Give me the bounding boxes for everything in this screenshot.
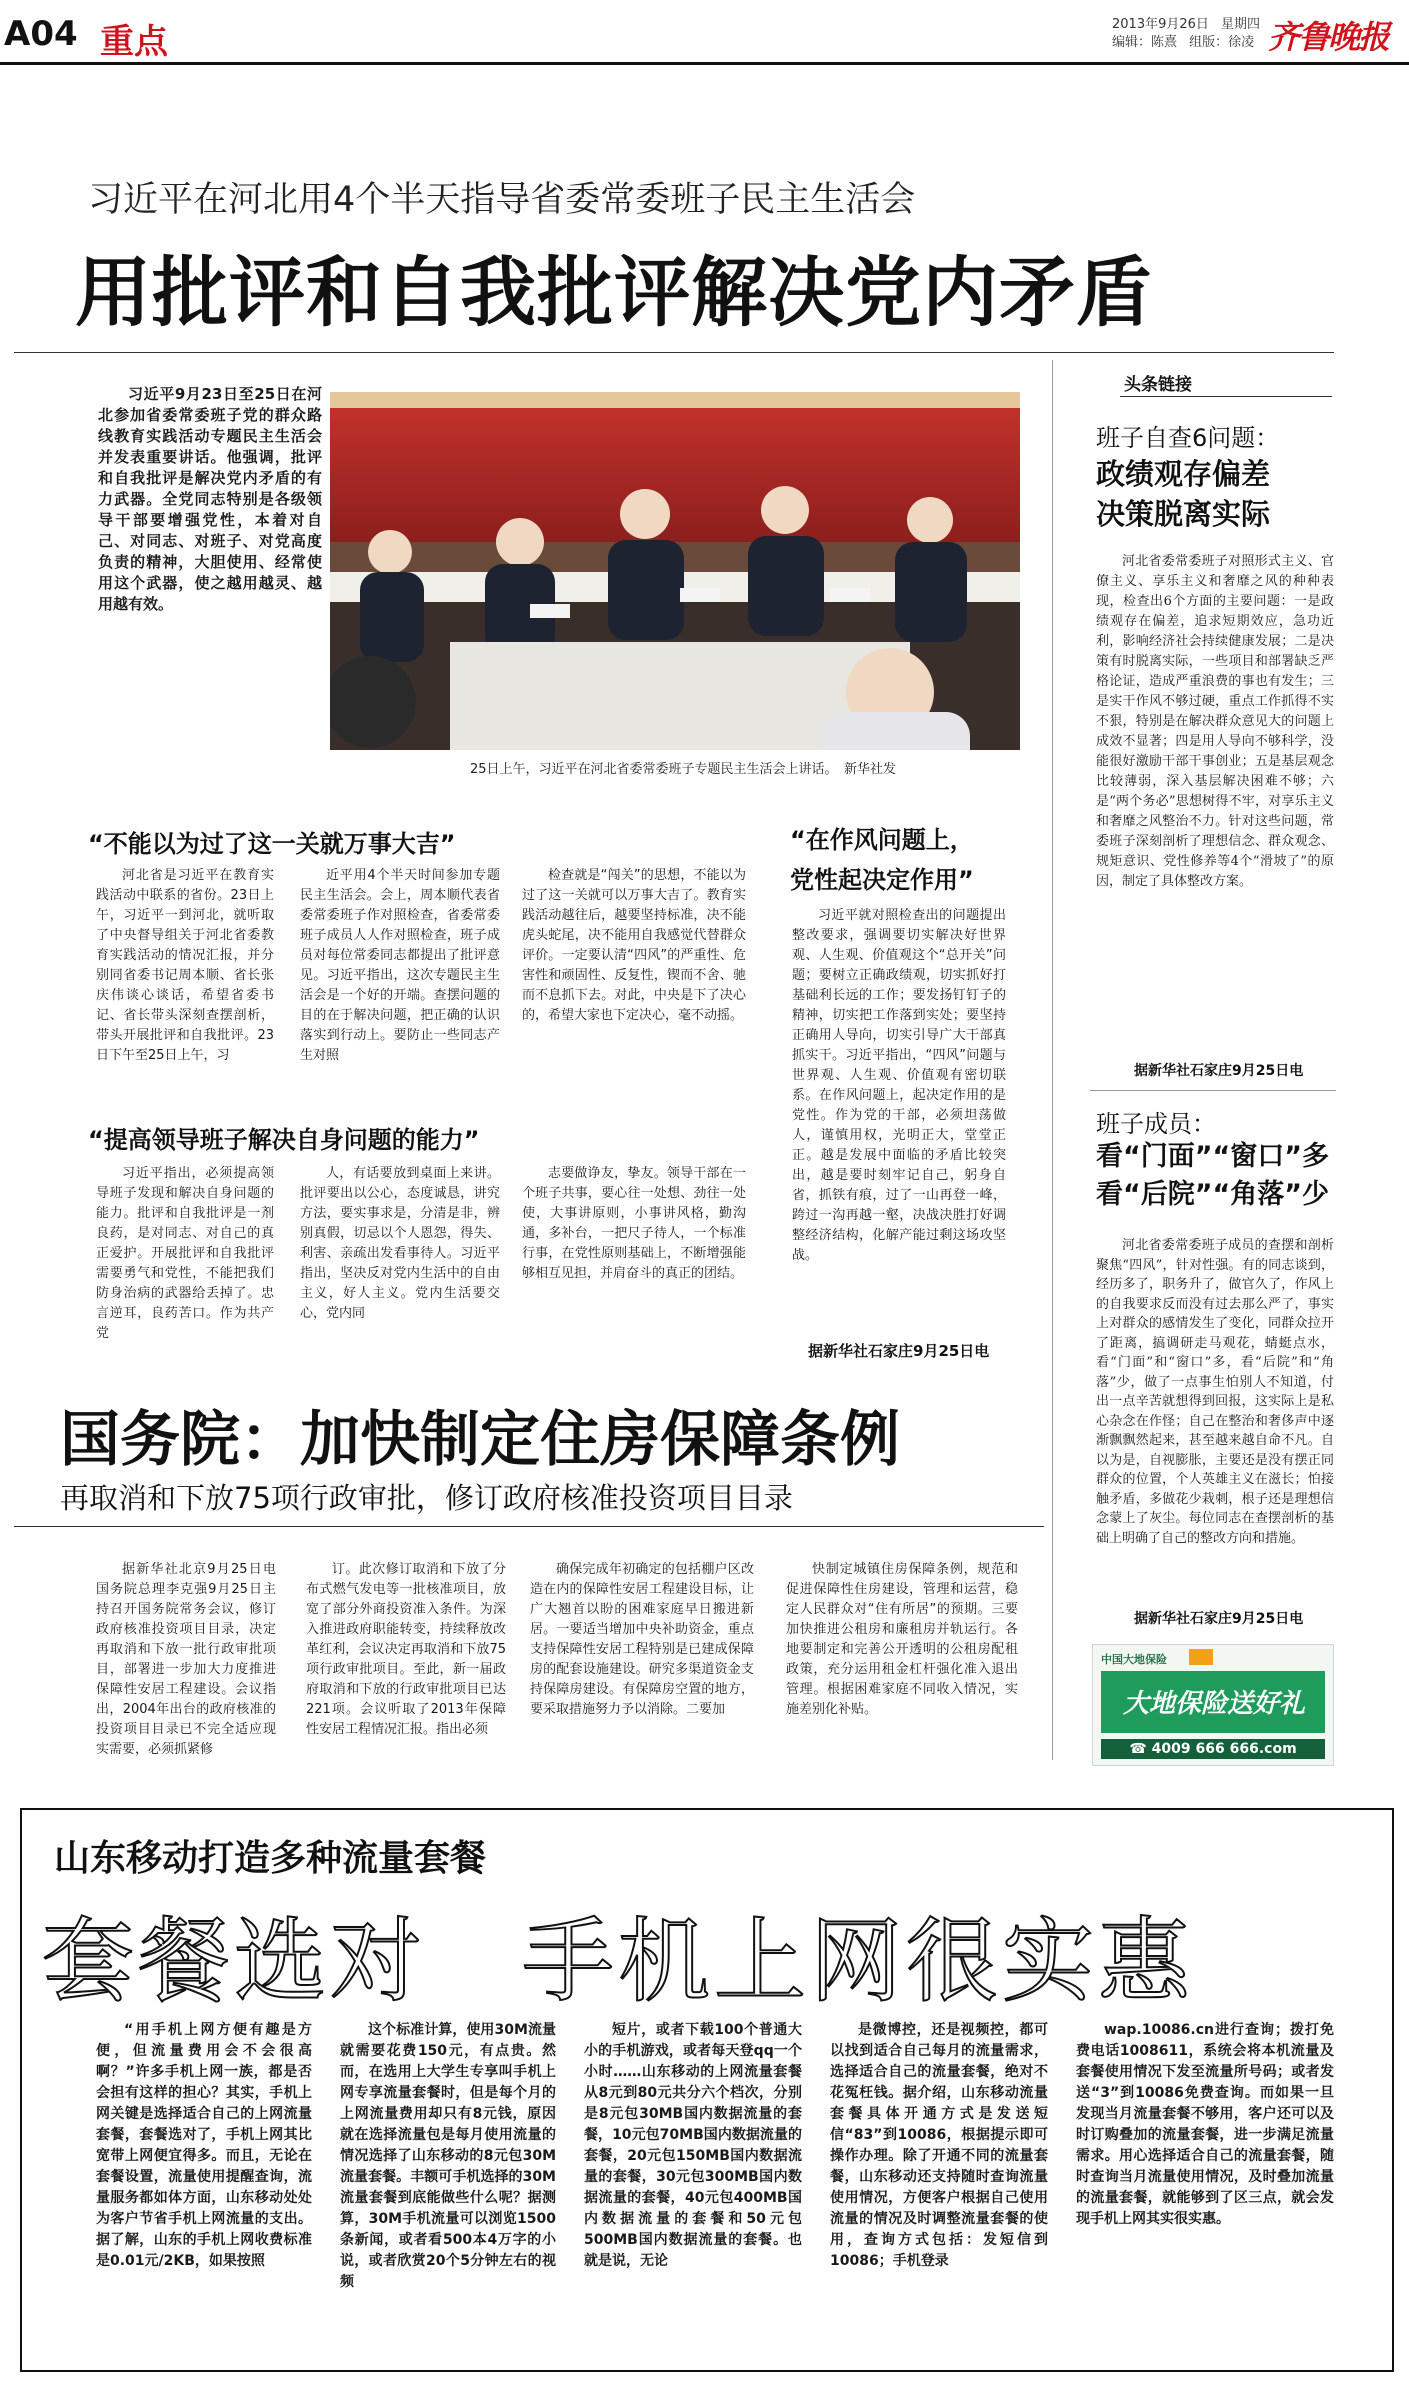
advertorial-col-3: 短片，或者下载100个普通大小的手机游戏，或者每天登qq一个小时……山东移动的上网流量套餐从8元到80元共分六个档次，分别是8元包30MB国内数据流量的套餐，10元包70MB国内数据流量的套餐，20元包150MB国内数据流量的套餐，30元包300MB国内数据流量的套餐，40元包400MB国内数据流量的套餐和50元包500MB国内数据流量的套餐。也就是说，无论 (584, 2022, 802, 2269)
sidebar-divider (1052, 360, 1053, 1760)
lead-rule (14, 352, 1334, 353)
story2-col-3: 确保完成年初确定的包括棚户区改造在内的保障性安居工程建设目标，让广大翘首以盼的困难家庭早日搬进新居。一要适当增加中央补助资金，重点支持保障性安居工程特别是已建成保障房的配套设施建设。研究多渠道资金支持保障房建设。有保障房空置的地方，要采取措施努力予以消除。二要加 (530, 1562, 754, 1717)
lead-col-1: 河北省是习近平在教育实践活动中联系的省份。23日上午，习近平一到河北，就听取了中央督导组关于河北省委教育实践活动的情况汇报，并分别同省委书记周本顺、省长张庆伟谈心谈话，希望省委书记、省长带头深刻查摆剖析，带头开展批评和自我批评。23日下午至25日上午，习 (96, 868, 274, 1063)
lead-col-2: 近平用4个半天时间参加专题民主生活会。会上，周本顺代表省委常委班子作对照检查，省委常委班子成员人人作对照检查，班子成员对每位常委同志都提出了批评意见。习近平指出，这次专题民主生活会是一个好的开端。查摆问题的目的在于解决问题，把正确的认识落实到行动上。要防止一些同志产生对照 (300, 868, 500, 1063)
sidebar-s2-title-line2: 看“后院”“角落”少 (1096, 1179, 1329, 1210)
meeting-photo-illustration (330, 392, 1020, 750)
lead-kicker: 习近平在河北用4个半天指导省委常委班子民主生活会 (88, 180, 916, 220)
lead-subhead-3-line1: “在作风问题上， (790, 826, 974, 854)
lead-col-5: 人，有话要放到桌面上来讲。批评要出以公心，态度诚恳，讲究方法，要实事求是，分清是非，辨别真假，切忌以个人恩怨，得失、利害、亲疏出发看事待人。习近平指出，坚决反对党内生活中的自由主义，好人主义。党内生活要交心，党内同 (300, 1166, 500, 1321)
insurance-ad-badge (1189, 1649, 1213, 1665)
advertorial-col-4: 是微博控，还是视频控，都可以找到适合自己每月的流量需求，选择适合自己的流量套餐，绝对不花冤枉钱。据介绍，山东移动流量套餐具体开通方式是发送短信“83”到10086，根据提示即可操作办理。除了开通不同的流量套餐，山东移动还支持随时查询流量使用情况，方便客户根据自己使用流量的情况及时调整流量套餐的使用，查询方式包括：发短信到10086；手机登录 (830, 2022, 1048, 2269)
sidebar-s1-title (1096, 454, 1270, 534)
insurance-ad-phone-text: 4009 666 666.com (1151, 1741, 1297, 1757)
advertorial-col-2: 这个标准计算，使用30M流量就需要花费150元，有点贵。然而，在选用上大学生专享叫手机上网专享流量套餐时，但是每个月的上网流量费用却只有8元钱，原因就在选择流量包是每月使用流量的情况选择了山东移动的8元包30M流量套餐。丰额可手机选择的30M流量套餐到底能做些什么呢？据测算，30M手机流量可以浏览1500条新闻，或者看500本4万字的小说，或者欣赏20个5分钟左右的视频 (340, 2022, 556, 2290)
story2-rule (14, 1526, 1044, 1527)
sidebar-s2-dateline: 据新华社石家庄9月25日电 (1134, 1611, 1304, 1627)
header-meta (1112, 16, 1260, 52)
phone-icon: ☎ (1129, 1741, 1147, 1757)
issue-weekday: 星期四 (1221, 17, 1261, 32)
lead-photo (330, 392, 1020, 750)
sidebar-tag-rule (1120, 396, 1332, 397)
section-name: 重点 (100, 22, 168, 62)
sidebar-s1-title-line1: 政绩观存偏差 (1096, 457, 1271, 491)
lead-col-4: 习近平指出，必须提高领导班子发现和解决自身问题的能力。批评和自我批评是一剂良药，是对同志、对自己的真正爱护。开展批评和自我批评需要勇气和党性，不能把我们防身治病的武器给丢掉了。忠言逆耳，良药苦口。作为共产党 (96, 1166, 274, 1341)
editor-credit: 编辑：陈熹 (1112, 35, 1178, 50)
lead-dateline: 据新华社石家庄9月25日电 (808, 1342, 990, 1360)
lead-subhead-1: “不能以为过了这一关就万事大吉” (88, 830, 456, 858)
insurance-ad-brand: 中国大地保险 (1101, 1653, 1167, 1666)
insurance-ad-slogan: 大地保险送好礼 (1123, 1689, 1306, 1719)
lead-col-7: 习近平就对照检查出的问题提出整改要求，强调要切实解决好世界观、人生观、价值观这个“总开关”问题；要树立正确政绩观，切实抓好打基础利长远的工作；要发扬钉钉子的精神，切实把工作落到实处；要坚持正确用人导向，切实引导广大干部真抓实干。习近平指出，“四风”问题与世界观、人生观、价值观有密切联系。在作风问题上，起决定作用的是党性。作为党的干部，必须坦荡做人，谨慎用权，光明正大，堂堂正正。越是发展中面临的矛盾比较突出，越是要时刻牢记自己，躬身自省，抓铁有痕，过了一山再登一峰，跨过一沟再越一壑，决战决胜打好调整经济结构，化解产能过剩这场攻坚战。 (792, 908, 1006, 1263)
photo-caption: 25日上午，习近平在河北省委常委班子专题民主生活会上讲话。 新华社发 (470, 762, 897, 777)
sidebar-s2-kicker: 班子成员： (1096, 1110, 1216, 1138)
lead-subhead-2: “提高领导班子解决自身问题的能力” (88, 1126, 480, 1154)
lead-subhead-3 (790, 820, 974, 900)
story2-col-1: 据新华社北京9月25日电 国务院总理李克强9月25日主持召开国务院常务会议，修订政府核准投资项目目录，决定再取消和下放一批行政审批项目，部署进一步加大力度推进保障性安居工程建设。会议指出，2004年出台的政府核准的投资项目目录已不完全适应现实需要，必须抓紧修 (96, 1562, 290, 1757)
sidebar-s1-title-line2: 决策脱离实际 (1096, 497, 1271, 531)
layout-credit: 组版：徐凌 (1189, 35, 1255, 50)
page-number: A04 (4, 14, 78, 54)
advertorial-headline: 套餐选对 手机上网很实惠 (42, 1908, 1195, 2015)
story2-headline: 国务院：加快制定住房保障条例 (60, 1405, 900, 1475)
sidebar-s1-kicker: 班子自查6问题： (1096, 424, 1280, 452)
story2-col-2: 订。此次修订取消和下放了分布式燃气发电等一批核准项目，放宽了部分外商投资准入条件。为深入推进政府职能转变，持续释放改革红利，会议决定再取消和下放75项行政审批项目。至此，新一届政府取消和下放的行政审批项目已达221项。会议听取了2013年保障性安居工程情况汇报。指出必须 (306, 1562, 506, 1737)
sidebar-s1-dateline: 据新华社石家庄9月25日电 (1134, 1063, 1304, 1079)
sidebar-divider-rule (1090, 1090, 1336, 1091)
advertorial-kicker: 山东移动打造多种流量套餐 (54, 1838, 487, 1879)
advertorial-col-1: “用手机上网方便有趣是方便，但流量费用会不会很高啊？”许多手机上网一族，都是否会担有这样的担心？其实，手机上网关键是选择适合自己的上网流量套餐，套餐选对了，手机上网其比宽带上网便宜得多。而且，无论在套餐设置，流量使用提醒查询，流量服务都如体方面，山东移动处处为客户节省手机上网流量的支出。据了解，山东的手机上网收费标准是0.01元/2KB，如果按照 (96, 2022, 312, 2269)
insurance-ad (1092, 1644, 1334, 1766)
lead-col-6: 志要做诤友，挚友。领导干部在一个班子共事，要心往一处想、劲往一处使，大事讲原则，小事讲风格，勤沟通，多补台，一把尺子待人，一个标准行事，在党性原则基础上，不断增强能够相互见担，并肩奋斗的真正的团结。 (522, 1166, 746, 1281)
sidebar-s2-text: 河北省委常委班子成员的查摆和剖析聚焦“四风”，针对性强。有的同志谈到，经历多了，职务升了，做官久了，作风上的自我要求反而没有过去那么严了，事实上对群众的感情发生了变化，同群众拉开了距离，搞调研走马观花，蜻蜓点水，看“门面”和“窗口”多，看“后院”和“角落”少，做了一点事生怕别人不知道，付出一点辛苦就想得到回报，这实际上是私心杂念在作怪；自己在整治和奢侈声中逐渐飘飘然起来，甚至越来越自命不凡。自以为是，自视膨胀，主要还是没有摆正同群众的位置，个人英雄主义在滋长；怕接触矛盾，多做花少栽刺，根子还是理想信念蒙上了灰尘。每位同志在查摆剖析的基础上明确了自己的整改方向和措施。 (1096, 1238, 1334, 1546)
lead-col-3: 检查就是“闯关”的思想，不能以为过了这一关就可以万事大吉了。教育实践活动越往后，越要坚持标准，决不能虎头蛇尾，决不能用自我感觉代替群众评价。一定要认清“四风”的严重性、危害性和顽固性、反复性，锲而不舍、驰而不息抓下去。对此，中央是下了决心的，希望大家也下定决心，毫不动摇。 (522, 868, 746, 1023)
sidebar-s2-title-line1: 看“门面”“窗口”多 (1096, 1141, 1329, 1172)
sidebar-s1-text: 河北省委常委班子对照形式主义、官僚主义、享乐主义和奢靡之风的种种表现，检查出6个方面的主要问题：一是政绩观存在偏差，追求短期效应，急功近利，影响经济社会持续健康发展；二是决策有时脱离实际，一些项目和部署缺乏严格论证，造成严重浪费的事也有发生；三是实干作风不够过硬，重点工作抓得不实不狠，特别是在解决群众意见大的问题上成效不显著；四是用人导向不够科学，没能很好激励干部干事创业；五是基层观念比较薄弱，深入基层解决困难不够；六是“两个务必”思想树得不牢，对享乐主义和奢靡之风整治不力。针对这些问题，常委班子深刻剖析了理想信念、群众观念、规矩意识、党性修养等4个“滑坡了”的原因，制定了具体整改方案。 (1096, 554, 1334, 889)
issue-date: 2013年9月26日 (1112, 17, 1209, 32)
sidebar-tag: 头条链接 (1124, 375, 1192, 395)
story2-deck: 再取消和下放75项行政审批，修订政府核准投资项目目录 (60, 1481, 793, 1515)
lead-headline: 用批评和自我批评解决党内矛盾 (75, 248, 1153, 337)
header-rule (0, 62, 1409, 65)
advertorial-col-5: wap.10086.cn进行查询；拨打免费电话1008611，系统会将本机流量及套餐使用情况下发至流量所号码；或者发送“3”到10086免费查询。而如果一旦发现当月流量套餐不够用，客户还可以及时订购叠加的流量套餐，进一步满足流量需求。用心选择适合自己的流量套餐，随时查询当月流量使用情况，及时叠加流量的流量套餐，就能够到了区三点，就会发现手机上网其实很实惠。 (1076, 2022, 1334, 2227)
masthead-logo: 齐鲁晚报 (1268, 18, 1389, 56)
insurance-ad-phone (1101, 1739, 1325, 1759)
story2-col-4: 快制定城镇住房保障条例，规范和促进保障性住房建设，管理和运营，稳定人民群众对“住有所居”的预期。三要加快推进公租房和廉租房并轨运行。各地要制定和完善公开透明的公租房配租政策，充分运用租金杠杆强化准入退出管理。根据困难家庭不同收入情况，实施差别化补贴。 (786, 1562, 1018, 1717)
sidebar-s2-title (1096, 1138, 1329, 1214)
lead-subhead-3-line2: 党性起决定作用” (790, 866, 974, 894)
lead-intro: 习近平9月23日至25日在河北参加省委常委班子党的群众路线教育实践活动专题民主生活会并发表重要讲话。他强调，批评和自我批评是解决党内矛盾的有力武器。全党同志特别是各级领导干部要增强党性，本着对自己、对同志、对班子、对党高度负责的精神，大胆使用、经常使用这个武器，使之越用越灵、越用越有效。 (98, 385, 322, 613)
